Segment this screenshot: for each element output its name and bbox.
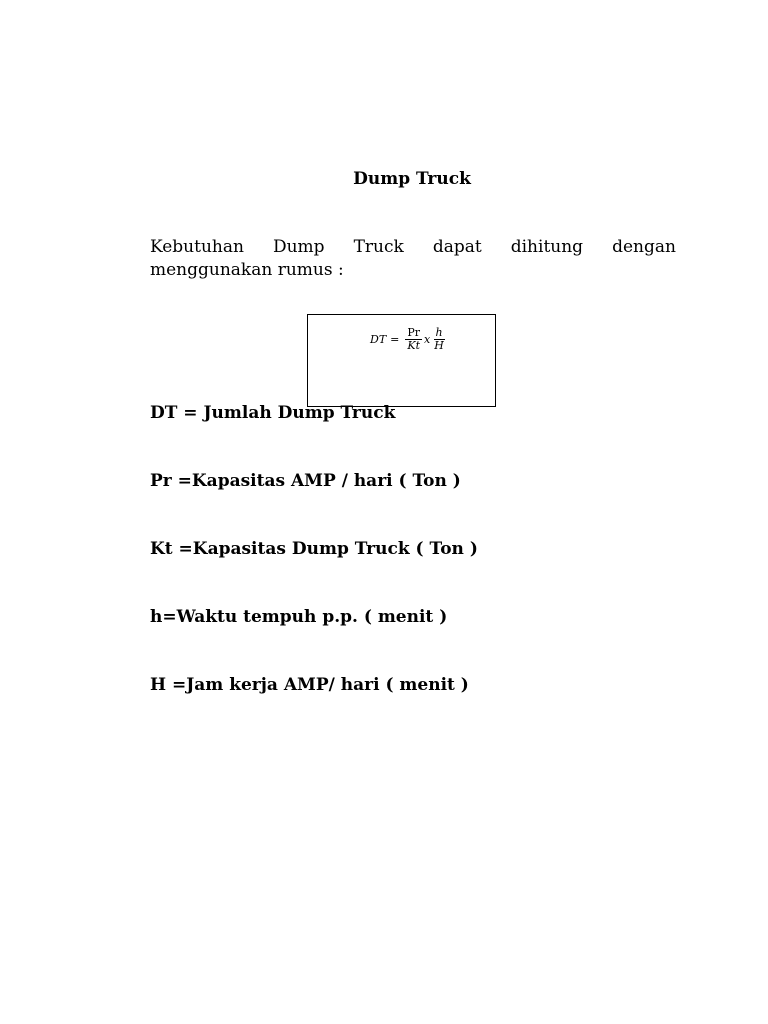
formula-lhs: DT [370, 333, 387, 346]
document-title: Dump Truck [353, 169, 471, 189]
formula-times: x [424, 333, 431, 346]
intro-line-1 [150, 236, 676, 259]
intro-word: Kebutuhan [150, 237, 244, 257]
fraction-denominator: Kt [407, 339, 421, 352]
definition-h-lower: h=Waktu tempuh p.p. ( menit ) [150, 607, 448, 627]
intro-line-2: menggunakan rumus : [150, 260, 344, 280]
fraction-numerator: Pr [407, 326, 421, 339]
definition-pr: Pr =Kapasitas AMP / hari ( Ton ) [150, 471, 461, 491]
intro-word: Truck [353, 237, 404, 257]
intro-paragraph [150, 236, 676, 282]
formula-box [307, 314, 496, 407]
formula-equals: = [390, 333, 400, 346]
dump-truck-formula [370, 327, 448, 352]
definition-h-upper: H =Jam kerja AMP/ hari ( menit ) [150, 675, 469, 695]
intro-word: dapat [432, 237, 482, 257]
fraction-pr-kt [405, 327, 422, 352]
definition-dt: DT = Jumlah Dump Truck [150, 403, 396, 423]
intro-word: dihitung [510, 237, 584, 257]
intro-word: dengan [612, 237, 676, 257]
fraction-h-H [432, 327, 446, 352]
fraction-numerator: h [435, 326, 443, 339]
intro-word: Dump [272, 237, 325, 257]
fraction-denominator: H [434, 339, 444, 352]
definition-kt: Kt =Kapasitas Dump Truck ( Ton ) [150, 539, 478, 559]
